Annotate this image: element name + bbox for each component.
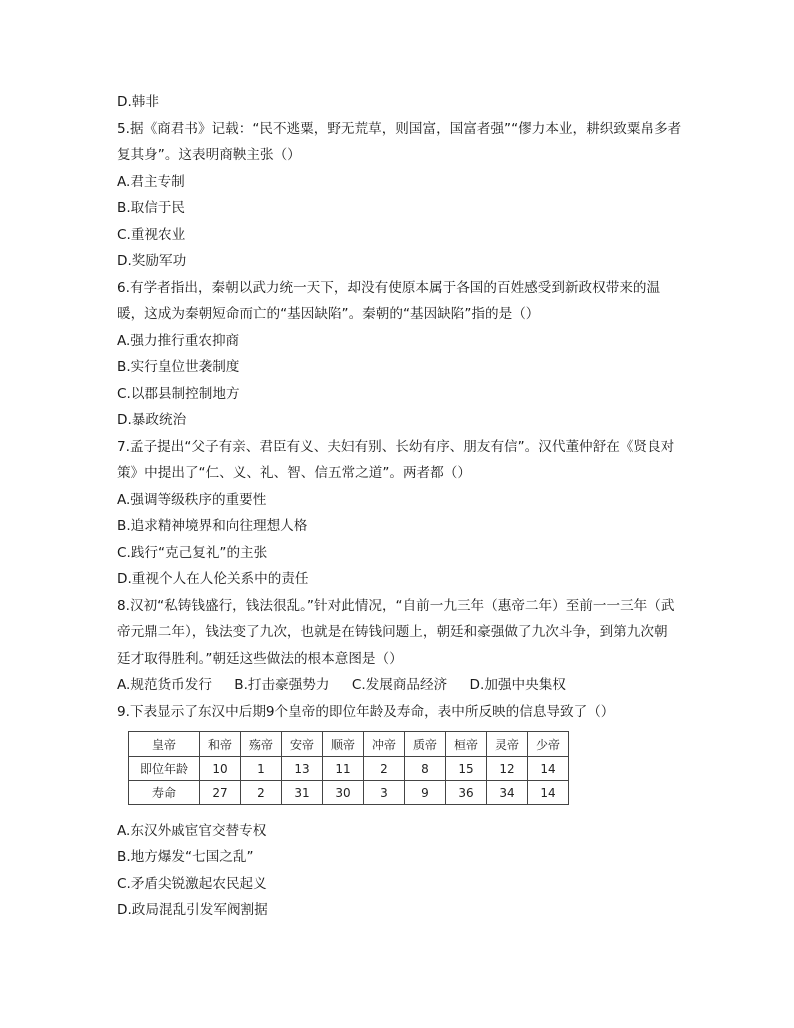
table-cell: 36 — [446, 781, 487, 805]
emperor-table — [128, 731, 569, 805]
table-row-accession-age — [129, 757, 569, 781]
table-cell: 14 — [528, 781, 569, 805]
table-cell: 14 — [528, 757, 569, 781]
table-cell: 殇帝 — [241, 732, 282, 757]
q9-option-a: A.东汉外戚宦官交替专权 — [117, 823, 267, 839]
q5-option-a: A.君主专制 — [117, 174, 185, 190]
q6-option-d: D.暴政统治 — [117, 412, 187, 428]
table-cell: 8 — [405, 757, 446, 781]
table-cell: 少帝 — [528, 732, 569, 757]
table-cell: 2 — [241, 781, 282, 805]
q6-option-a: A.强力推行重农抑商 — [117, 333, 240, 349]
table-cell: 11 — [323, 757, 364, 781]
table-cell: 桓帝 — [446, 732, 487, 757]
q8-option-c: C.发展商品经济 — [351, 677, 448, 693]
q8-stem-line-2: 帝元鼎二年），钱法变了九次，也就是在铸钱问题上，朝廷和豪强做了九次斗争，到第九次朝 — [117, 624, 668, 640]
table-cell: 顺帝 — [323, 732, 364, 757]
table-cell: 15 — [446, 757, 487, 781]
q4-option-d: D.韩非 — [117, 94, 159, 110]
q7-option-d: D.重视个人在人伦关系中的责任 — [117, 571, 309, 587]
table-cell: 27 — [200, 781, 241, 805]
q9-option-b: B.地方爆发“七国之乱” — [117, 849, 254, 865]
table-cell: 31 — [282, 781, 323, 805]
table-cell: 10 — [200, 757, 241, 781]
q6-stem-line-1: 6.有学者指出，秦朝以武力统一天下，却没有使原本属于各国的百姓感受到新政权带来的温 — [117, 280, 661, 296]
q9-option-d: D.政局混乱引发军阀割据 — [117, 902, 268, 918]
q8-option-b: B.打击豪强势力 — [234, 677, 330, 693]
table-cell: 皇帝 — [129, 732, 200, 757]
table-cell: 即位年龄 — [129, 757, 200, 781]
table-cell: 质帝 — [405, 732, 446, 757]
q5-option-c: C.重视农业 — [117, 227, 186, 243]
q7-option-b: B.追求精神境界和向往理想人格 — [117, 518, 308, 534]
q8-options — [117, 676, 584, 694]
q7-option-c: C.践行“克己复礼”的主张 — [117, 545, 268, 561]
table-cell: 3 — [364, 781, 405, 805]
q7-option-a: A.强调等级秩序的重要性 — [117, 492, 267, 508]
q6-stem-line-2: 暖，这成为秦朝短命而亡的“基因缺陷”。秦朝的“基因缺陷”指的是（） — [117, 306, 540, 322]
table-row-emperor — [129, 732, 569, 757]
q8-stem-line-3: 廷才取得胜利。”朝廷这些做法的根本意图是（） — [117, 651, 403, 667]
table-cell: 2 — [364, 757, 405, 781]
q9-option-c: C.矛盾尖锐激起农民起义 — [117, 876, 267, 892]
table-cell: 冲帝 — [364, 732, 405, 757]
q8-option-d: D.加强中央集权 — [469, 677, 566, 693]
table-cell: 12 — [487, 757, 528, 781]
table-cell: 13 — [282, 757, 323, 781]
q5-stem-line-2: 复其身”。这表明商鞅主张（） — [117, 147, 301, 163]
table-cell: 寿命 — [129, 781, 200, 805]
table-cell: 1 — [241, 757, 282, 781]
table-cell: 和帝 — [200, 732, 241, 757]
table-cell: 安帝 — [282, 732, 323, 757]
q7-stem-line-1: 7.孟子提出“父子有亲、君臣有义、夫妇有别、长幼有序、朋友有信”。汉代董仲舒在《贤良对 — [117, 439, 675, 455]
q5-option-b: B.取信于民 — [117, 200, 186, 216]
table-row-lifespan — [129, 781, 569, 805]
table-cell: 34 — [487, 781, 528, 805]
table-cell: 9 — [405, 781, 446, 805]
q6-option-c: C.以郡县制控制地方 — [117, 386, 240, 402]
table-cell: 30 — [323, 781, 364, 805]
q9-stem: 9.下表显示了东汉中后期9个皇帝的即位年龄及寿命，表中所反映的信息导致了（） — [117, 704, 615, 720]
q6-option-b: B.实行皇位世袭制度 — [117, 359, 240, 375]
q7-stem-line-2: 策》中提出了“仁、义、礼、智、信五常之道”。两者都（） — [117, 465, 471, 481]
q5-option-d: D.奖励军功 — [117, 253, 187, 269]
table-cell: 灵帝 — [487, 732, 528, 757]
q8-option-a: A.规范货币发行 — [117, 677, 212, 693]
q8-stem-line-1: 8.汉初“私铸钱盛行，钱法很乱。”针对此情况，“自前一九三年（惠帝二年）至前一一三年（武 — [117, 598, 675, 614]
q5-stem-line-1: 5.据《商君书》记载：“民不逃粟，野无荒草，则国富，国富者强”“僇力本业，耕织致粟帛多者 — [117, 121, 682, 137]
